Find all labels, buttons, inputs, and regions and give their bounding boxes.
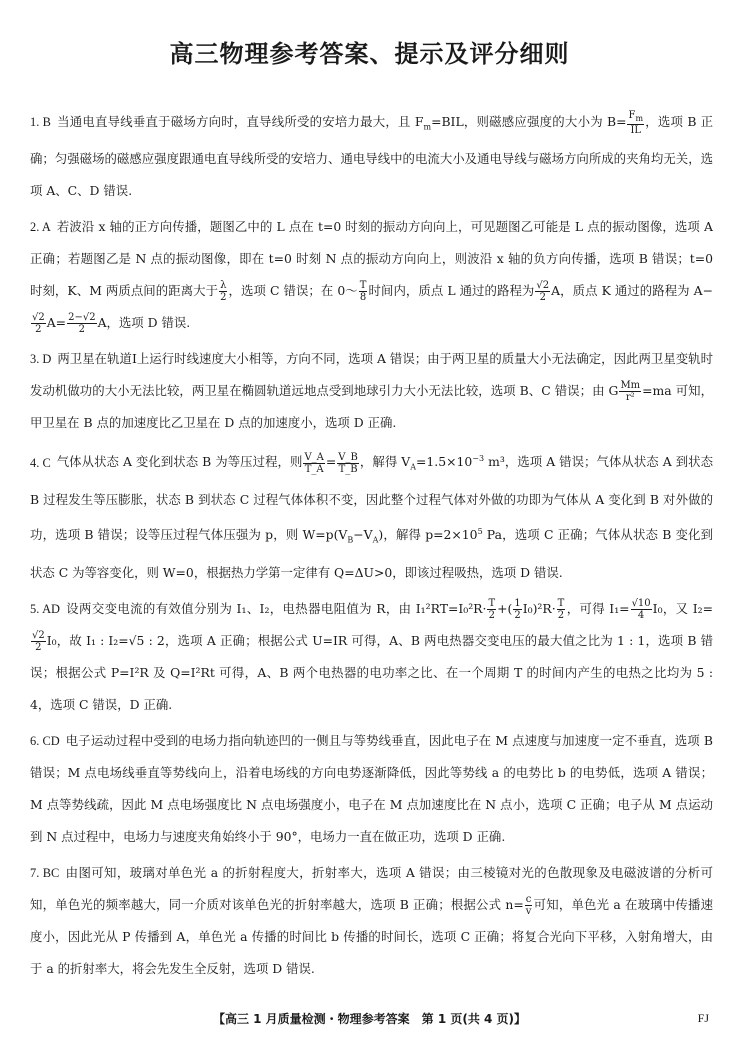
- answer-item-2: [30, 211, 713, 339]
- answer-text: Pa，选项 C 正确；气体从状态 B 变化到状态 C 为等容变化，则 W=0，根据热力学第一定律有 Q=ΔU>0，即该过程吸热，选项 D 错误.: [30, 527, 714, 580]
- subscript: A: [410, 463, 417, 473]
- answer-text: m³，选项 A 错误；气体从状态 A 到状态 B 过程发生等压膨胀，状态 B 到状态 C 过程气体体积不变，因此整个过程气体对外做的功即为气体从 A 变化到 B 对外做的功，选项 B 错误；设等压过程气体压强为 p，则 W=p(V: [30, 454, 714, 543]
- fraction-denominator: T_B: [338, 463, 358, 475]
- answer-item-5: [30, 593, 713, 721]
- answer-item-6: [30, 725, 713, 853]
- answer-number: 1. B: [30, 115, 51, 129]
- fraction-numerator: 2−√2: [68, 312, 96, 324]
- answer-text: )，解得 p=2×10: [378, 527, 478, 543]
- answer-text: −V: [353, 527, 373, 543]
- fraction-numerator: F: [628, 109, 636, 121]
- fraction-denominator: 2: [78, 324, 85, 336]
- answer-number: 3. D: [30, 352, 52, 367]
- fraction-numerator: Mm: [620, 380, 641, 392]
- fraction: [359, 280, 368, 303]
- answer-text: ，选项 C 错误；在 0～: [228, 283, 358, 299]
- fraction: [487, 598, 496, 621]
- answer-text: ，解得 V: [359, 454, 411, 470]
- answer-text: 电子运动过程中受到的电场力指向轨迹凹的一侧且与等势线垂直，因此电子在 M 点速度与加速度一定不垂直，选项 B 错误；M 点电场线垂直等势线向上，沿着电场线的方向电势逐渐降低，因此等势线 a 的电势比 b 的电势低，选项 A 错误；M 点等势线疏，因此 M 点电场强度比 N 点电场强度小，电子在 M 点加速度比在 N 点小，选项 C 正确；电子从 M 点运动到 N 点过程中，电场力与速度夹角始终小于 90°，电场力一直在做正功，选项 D 正确.: [30, 732, 713, 844]
- answer-text: A=: [46, 315, 67, 331]
- answer-text: I₀，故 I₁ : I₂=√5 : 2，选项 A 正确；根据公式 U=IR 可得，A、B 两电热器交变电压的最大值之比为 1 : 1，选项 B 错误；根据公式 P=I²R 及 Q=I²Rt 可得，A、B 两个电热器的电功率之比、在一个周期 T 的时间内产生的电热之比均为 5 : 4，选项 C 错误，D 正确.: [30, 632, 713, 712]
- subscript: m: [423, 122, 432, 132]
- fraction-numerator: V_A: [304, 451, 324, 463]
- answer-number: 7. BC: [30, 865, 60, 880]
- fraction: [31, 312, 46, 335]
- fraction-numerator: T: [488, 597, 496, 609]
- fraction-denominator: 2: [539, 292, 546, 304]
- answer-text: 气体从状态 A 变化到状态 B 为等压过程，则: [56, 454, 303, 470]
- answer-text: +(: [497, 600, 513, 616]
- answer-text: 当通电直导线垂直于磁场方向时，直导线所受的安培力最大，且 F: [57, 114, 424, 129]
- fraction-numerator: V_B: [338, 451, 358, 463]
- fraction-denominator: 2: [488, 609, 495, 621]
- fraction-denominator: 2: [557, 609, 565, 621]
- fraction-denominator: 2: [35, 324, 42, 336]
- superscript: 5: [477, 527, 483, 537]
- fraction-numerator: 1: [514, 597, 521, 609]
- fraction-numerator: √10: [631, 597, 651, 609]
- answer-number: 2. A: [30, 220, 51, 235]
- answer-text: I₀，又 I₂=: [652, 600, 713, 616]
- fraction: [525, 894, 533, 917]
- answer-text: =1.5×10: [416, 454, 473, 470]
- fraction-numerator: λ: [220, 280, 227, 292]
- fraction-numerator: T: [359, 280, 367, 292]
- answer-text: ，可得 I₁=: [566, 600, 630, 616]
- answer-text: 两卫星在轨道Ⅰ上运行时线速度大小相等，方向不同，选项 A 错误；由于两卫星的质量大小无法确定，因此两卫星变轨时发动机做功的大小无法比较，两卫星在椭圆轨道远地点受到地球引力大小无法比较，选项 B、C 错误；由 G: [30, 351, 713, 399]
- answer-text: =ma 可知，甲卫星在 B 点的加速度比乙卫星在 D 点的加速度小，选项 D 正确.: [30, 383, 713, 431]
- page-title: 高三物理参考答案、提示及评分细则: [169, 40, 570, 68]
- fraction-numerator: √2: [536, 280, 550, 292]
- fraction-numerator: √2: [32, 312, 45, 324]
- fraction: [303, 452, 324, 475]
- answer-content: [30, 106, 713, 985]
- answer-text: 由图可知，玻璃对单色光 a 的折射程度大，折射率大，选项 A 错误；由三棱镜对光的色散现象及电磁波谱的分析可知，单色光的频率越大，同一介质对该单色光的折射率越大，选项 B 正确；根据公式 n=: [30, 864, 713, 912]
- answer-item-3: [30, 343, 713, 439]
- page-footer: 【高三 1 月质量检测・物理参考答案 第 1 页(共 4 页)】: [212, 1012, 527, 1026]
- superscript: −3: [472, 454, 485, 464]
- fraction-denominator: v: [525, 905, 532, 917]
- subscript: A: [372, 535, 379, 545]
- answer-number: 4. C: [30, 455, 51, 470]
- answer-number: 6. CD: [30, 733, 60, 748]
- fraction-denominator: 2: [514, 609, 521, 621]
- answer-text: =BIL，则磁感应强度的大小为 B=: [431, 114, 627, 129]
- fraction: [513, 598, 521, 621]
- answer-item-4: [30, 443, 713, 588]
- subscript: m: [635, 113, 644, 123]
- answer-text: A，选项 D 错误.: [97, 315, 191, 331]
- answer-text: I₀)²R·: [522, 600, 556, 616]
- fraction: [557, 598, 566, 621]
- fraction: [535, 280, 550, 303]
- fraction: [337, 452, 359, 475]
- answer-text: A，质点 K 通过的路程为 A−: [551, 283, 713, 299]
- answer-text: 时间内，质点 L 通过的路程为: [368, 283, 535, 299]
- fraction-denominator: 2: [35, 641, 42, 653]
- fraction: [631, 598, 652, 621]
- answer-item-1: [30, 106, 713, 207]
- answer-text: 若波沿 x 轴的正方向传播，题图乙中的 L 点在 t=0 时刻的振动方向向上，可见题图乙可能是 L 点的振动图像，选项 A 正确；若题图乙是 N 点的振动图像，即在 t=0 时刻 N 点的振动方向向上，则波沿 x 轴的负方向传播，选项 B 错误；t=0 时刻，K、M 两质点间的距离大于: [30, 219, 713, 299]
- fraction-denominator: 2: [220, 292, 227, 304]
- answer-item-7: [30, 857, 713, 985]
- fraction-denominator: IL: [630, 124, 642, 136]
- footer-code: FJ: [697, 1011, 709, 1025]
- answer-text: 设两交变电流的有效值分别为 I₁、I₂，电热器电阻值为 R，由 I₁²RT=I₀²R·: [66, 600, 487, 616]
- answer-number: 5. AD: [30, 601, 60, 616]
- answer-text: 可知，单色光 a 在玻璃中传播速度小，因此光从 P 传播到 A，单色光 a 传播的时间比 b 传播的时间长，选项 C 正确；将复合光向下平移，入射角增大，由于 a 的折射率大，将会先发生全反射，选项 D 错误.: [30, 896, 713, 976]
- fraction: [219, 280, 227, 303]
- fraction: [619, 380, 641, 403]
- fraction: [67, 312, 96, 335]
- answer-text: =: [325, 454, 337, 470]
- fraction-denominator: r²: [625, 392, 635, 404]
- fraction-denominator: T_A: [304, 463, 324, 475]
- fraction-numerator: √2: [32, 629, 45, 641]
- subscript: B: [347, 535, 354, 545]
- fraction-numerator: T: [557, 597, 565, 609]
- fraction-denominator: 4: [637, 609, 645, 621]
- fraction: [627, 110, 644, 136]
- fraction-denominator: 8: [359, 292, 367, 304]
- answer-text: ，选项 B 正确；匀强磁场的磁感应强度跟通电直导线所受的安培力、通电导线中的电流大小及通电导线与磁场方向所成的夹角均无关，选项 A、C、D 错误.: [30, 114, 714, 199]
- fraction-numerator: c: [525, 893, 532, 905]
- fraction: [31, 630, 46, 653]
